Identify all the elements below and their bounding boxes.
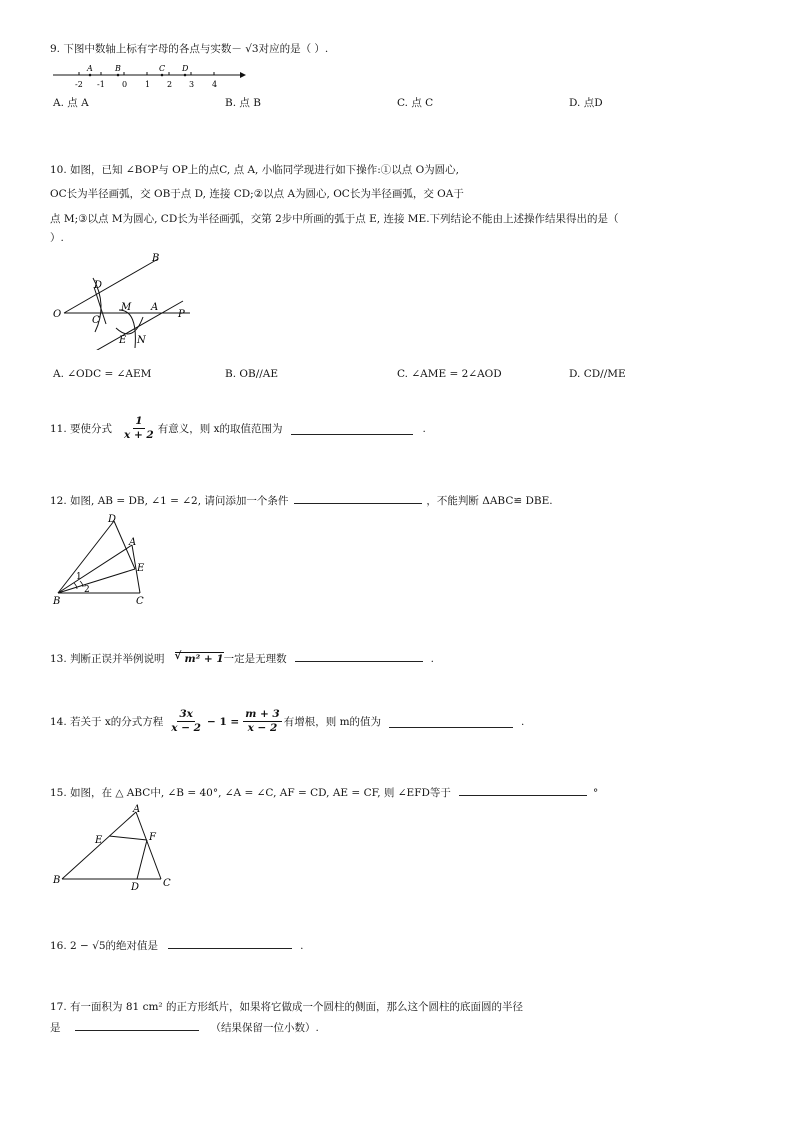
q16-row <box>50 937 303 953</box>
axis-number: 4 <box>212 80 218 89</box>
q13-radical <box>175 652 224 665</box>
axis-number: -1 <box>97 80 105 89</box>
q11-suffix: 有意义，则 x的取值范围为 <box>157 423 283 435</box>
q14-f1-num: 3x <box>179 708 193 720</box>
q17-line-1: 17. 有一面积为 81 cm² 的正方形纸片，如果将它做成一个圆柱的侧面，那么这个圆柱的底面圆的半径 <box>50 1001 523 1013</box>
q9-option-b[interactable]: B. 点 B <box>225 97 261 109</box>
axis-number: 1 <box>145 80 151 89</box>
q11-row <box>50 415 426 442</box>
q11-frac-num: 1 <box>135 415 143 427</box>
q14-mid: − 1 = <box>206 715 240 728</box>
fig12-label-b: B <box>53 596 61 607</box>
axis-number: 3 <box>189 80 195 89</box>
q15-degree: ° <box>592 787 599 799</box>
fig10-label-p: P <box>178 309 185 320</box>
q13-radicand: m² + 1 <box>184 653 224 665</box>
q11-prefix: 11. 要使分式 <box>50 423 113 435</box>
q12-answer-blank[interactable] <box>294 492 422 504</box>
q14-f2-den: x − 2 <box>247 722 278 734</box>
fig12-label-angle-2: 2 <box>84 585 90 595</box>
radical-sign-icon: √ <box>174 650 182 662</box>
q16-answer-blank[interactable] <box>168 937 292 949</box>
q9-option-d[interactable]: D. 点D <box>569 97 603 109</box>
q13-end: . <box>430 653 435 665</box>
fig12-label-c: C <box>136 596 144 607</box>
fig10-label-e: E <box>119 335 127 346</box>
q10-option-b[interactable]: B. OB//AE <box>225 368 279 380</box>
q10-line-4: ）. <box>50 232 64 244</box>
q14-fraction-right <box>243 708 282 735</box>
q14-fraction-left <box>169 708 203 735</box>
q10-option-c[interactable]: C. ∠AME = 2∠AOD <box>397 368 502 380</box>
q15-row <box>50 784 598 800</box>
fig12-label-angle-1: 1 <box>76 572 82 582</box>
q13-suffix: 一定是无理数 <box>223 653 287 665</box>
fig10-label-b: B <box>152 253 160 264</box>
axis-letter-b: B <box>115 64 121 73</box>
q9-option-c[interactable]: C. 点 C <box>397 97 434 109</box>
fig12-label-a: A <box>129 537 137 548</box>
fig10-label-m: M <box>121 302 132 313</box>
q14-end: . <box>521 715 525 728</box>
q15-triangle-figure <box>50 802 180 892</box>
q14-prefix: 14. 若关于 x的分式方程 <box>50 716 164 728</box>
fig12-label-d: D <box>108 514 117 525</box>
fig15-label-f: F <box>149 832 156 843</box>
q13-row <box>50 650 434 666</box>
fig10-label-n: N <box>137 335 146 346</box>
q14-row <box>50 708 524 735</box>
fig15-label-a: A <box>133 804 141 815</box>
q14-f1-den: x − 2 <box>171 722 201 734</box>
fig15-label-c: C <box>163 878 171 889</box>
q14-suffix: 有增根，则 m的值为 <box>283 716 382 728</box>
q17-line2-suffix: （结果保留一位小数）. <box>210 1022 319 1034</box>
axis-number: -2 <box>75 80 83 89</box>
q13-answer-blank[interactable] <box>295 650 423 662</box>
fig15-label-b: B <box>53 875 61 886</box>
q12-triangle-figure <box>50 512 160 607</box>
q16-prefix: 16. 2 − √5的绝对值是 <box>50 940 159 952</box>
q10-line-2: OC长为半径画弧，交 OB于点 D, 连接 CD;②以点 A为圆心, OC长为半径画弧，交 OA于 <box>50 188 464 200</box>
q11-end: . <box>422 422 426 435</box>
q10-option-a[interactable]: A. ∠ODC = ∠AEM <box>53 368 152 380</box>
axis-number: 0 <box>122 80 128 89</box>
q14-f2-num: m + 3 <box>245 708 280 720</box>
q16-end: . <box>300 940 304 952</box>
number-line-figure <box>50 62 250 92</box>
q17-row-2 <box>50 1019 319 1035</box>
fig10-label-o: O <box>53 309 62 320</box>
q11-answer-blank[interactable] <box>291 423 413 435</box>
q9-option-a[interactable]: A. 点 A <box>53 97 89 109</box>
fig15-label-e: E <box>95 835 103 846</box>
q11-fraction <box>122 415 156 442</box>
q10-line-1: 10. 如图，已知 ∠BOP与 OP上的点C, 点 A, 小临同学现进行如下操作:①以点 O为圆心, <box>50 164 460 176</box>
axis-letter-a: A <box>87 64 93 73</box>
axis-letter-c: C <box>159 64 166 73</box>
q17-answer-blank[interactable] <box>75 1019 199 1031</box>
axis-number: 2 <box>167 80 173 89</box>
fig15-label-d: D <box>131 882 140 892</box>
q10-line-3: 点 M;③以点 M为圆心, CD长为半径画弧，交第 2步中所画的弧于点 E, 连接 ME.下列结论不能由上述操作结果得出的是（ <box>50 213 619 225</box>
q11-frac-den: x + 2 <box>124 429 154 441</box>
q15-prefix: 15. 如图，在 △ ABC中, ∠B = 40°, ∠A = ∠C, AF = CD, AE = CF, 则 ∠EFD等于 <box>50 787 451 799</box>
q12-suffix: ，不能判断 ΔABC≌ DBE. <box>426 495 553 507</box>
fig12-label-e: E <box>137 563 145 574</box>
q9-stem: 9. 下图中数轴上标有字母的各点与实数－ √3对应的是（ ）. <box>50 43 329 55</box>
q15-answer-blank[interactable] <box>459 784 587 796</box>
q13-prefix: 13. 判断正误并举例说明 <box>50 653 165 665</box>
q10-construction-figure <box>48 250 198 350</box>
fig10-label-c: C <box>92 315 100 326</box>
q12-prefix: 12. 如图, AB = DB, ∠1 = ∠2, 请问添加一个条件 <box>50 495 289 507</box>
q10-option-d[interactable]: D. CD//ME <box>569 368 626 380</box>
q17-line2-prefix: 是 <box>50 1022 61 1034</box>
fig10-label-d: D <box>94 280 103 291</box>
q14-answer-blank[interactable] <box>389 716 513 728</box>
axis-letter-d: D <box>182 64 189 73</box>
q12-row <box>50 492 553 508</box>
fig10-label-a: A <box>151 302 159 313</box>
